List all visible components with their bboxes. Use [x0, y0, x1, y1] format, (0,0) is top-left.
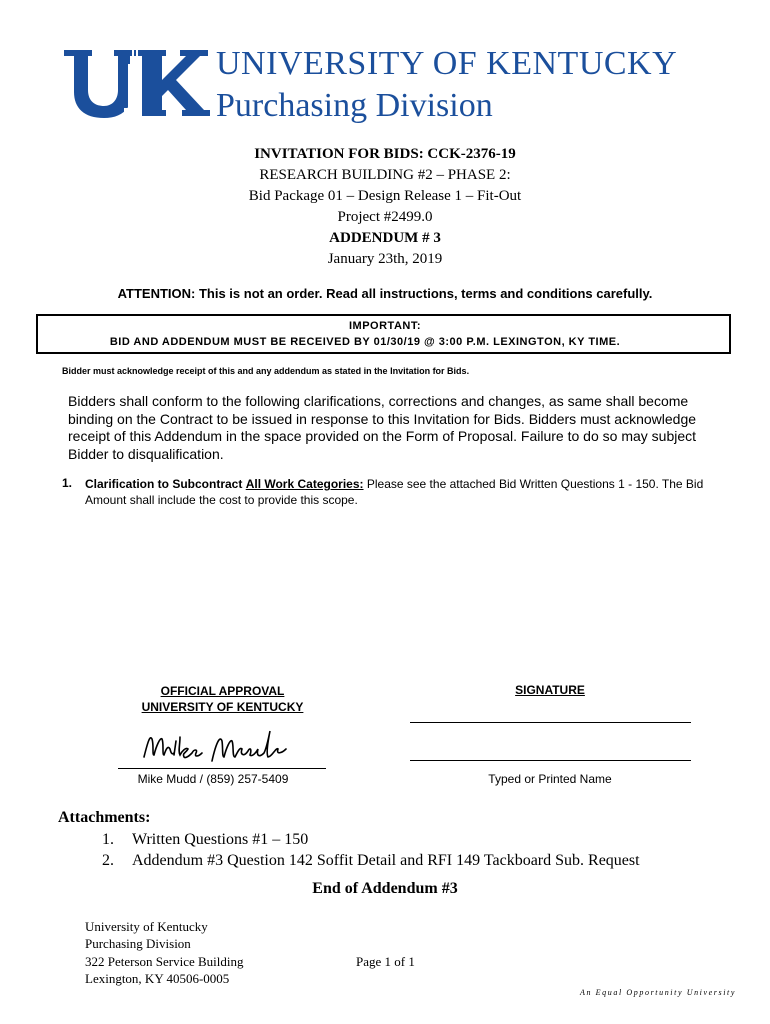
attachment-number: 1.	[102, 831, 114, 848]
signature-line	[410, 722, 691, 723]
project-name: RESEARCH BUILDING #2 – PHASE 2:	[259, 167, 511, 183]
footer-address-line: University of Kentucky	[85, 919, 208, 934]
page-number: Page 1 of 1	[356, 954, 415, 969]
footer-address-line: 322 Peterson Service Building	[85, 954, 244, 969]
bid-package: Bid Package 01 – Design Release 1 – Fit-Out	[248, 188, 522, 204]
item-text: Please see the attached Bid Written Questions 1 - 150. The Bid Amount shall include the cost to provide this scope.	[85, 477, 704, 507]
attachment-item: Addendum #3 Question 142 Soffit Detail and RFI 149 Tackboard Sub. Request	[132, 852, 640, 869]
uk-logo	[62, 46, 210, 118]
important-deadline: BID AND ADDENDUM MUST BE RECEIVED BY 01/30/19 @ 3:00 P.M. LEXINGTON, KY TIME.	[109, 336, 621, 348]
printed-name-label: Typed or Printed Name	[488, 772, 612, 786]
footer-address-line: Purchasing Division	[85, 936, 191, 951]
item-clarification	[85, 476, 725, 508]
item-category: All Work Categories:	[245, 477, 364, 491]
ifb-title: INVITATION FOR BIDS: CCK-2376-19	[254, 146, 516, 162]
equal-opportunity-tagline: An Equal Opportunity University	[580, 988, 737, 997]
printed-name-line	[410, 760, 691, 761]
instructions-paragraph: Bidders shall conform to the following clarifications, corrections and changes, as same shall become binding on the Contract to be issued in response to this Invitation for Bids. Bidders must acknowledge receipt of this Addendum in the space provided on the Form of Proposal. Failure to do so may subject Bidder to disqualification.	[68, 393, 697, 462]
addendum-date: January 23th, 2019	[327, 251, 443, 267]
approver-name: Mike Mudd / (859) 257-5409	[137, 772, 289, 786]
item-lead: Clarification to Subcontract	[85, 477, 243, 491]
signature-title: SIGNATURE	[515, 683, 585, 697]
project-number: Project #2499.0	[337, 209, 433, 225]
approval-title-line1: OFFICIAL APPROVAL	[160, 684, 285, 698]
official-approval-title	[130, 683, 315, 715]
attachments-title: Attachments:	[58, 809, 151, 826]
approver-signature-line	[118, 768, 326, 769]
addendum-number: ADDENDUM # 3	[329, 230, 441, 246]
acknowledge-note: Bidder must acknowledge receipt of this and any addendum as stated in the Invitation for Bids.	[62, 366, 470, 376]
division-name: Purchasing Division	[216, 87, 493, 124]
important-title: IMPORTANT:	[348, 320, 421, 332]
handwritten-signature	[140, 727, 290, 771]
org-name: UNIVERSITY OF KENTUCKY	[216, 45, 678, 82]
attachment-number: 2.	[102, 852, 114, 869]
attachment-item: Written Questions #1 – 150	[132, 831, 309, 848]
approval-title-line2: UNIVERSITY OF KENTUCKY	[141, 700, 304, 714]
item-number: 1.	[62, 476, 73, 490]
footer-address-line: Lexington, KY 40506-0005	[85, 971, 230, 986]
attention-notice: ATTENTION: This is not an order. Read all instructions, terms and conditions carefully.	[117, 286, 653, 301]
end-of-addendum: End of Addendum #3	[312, 880, 458, 897]
